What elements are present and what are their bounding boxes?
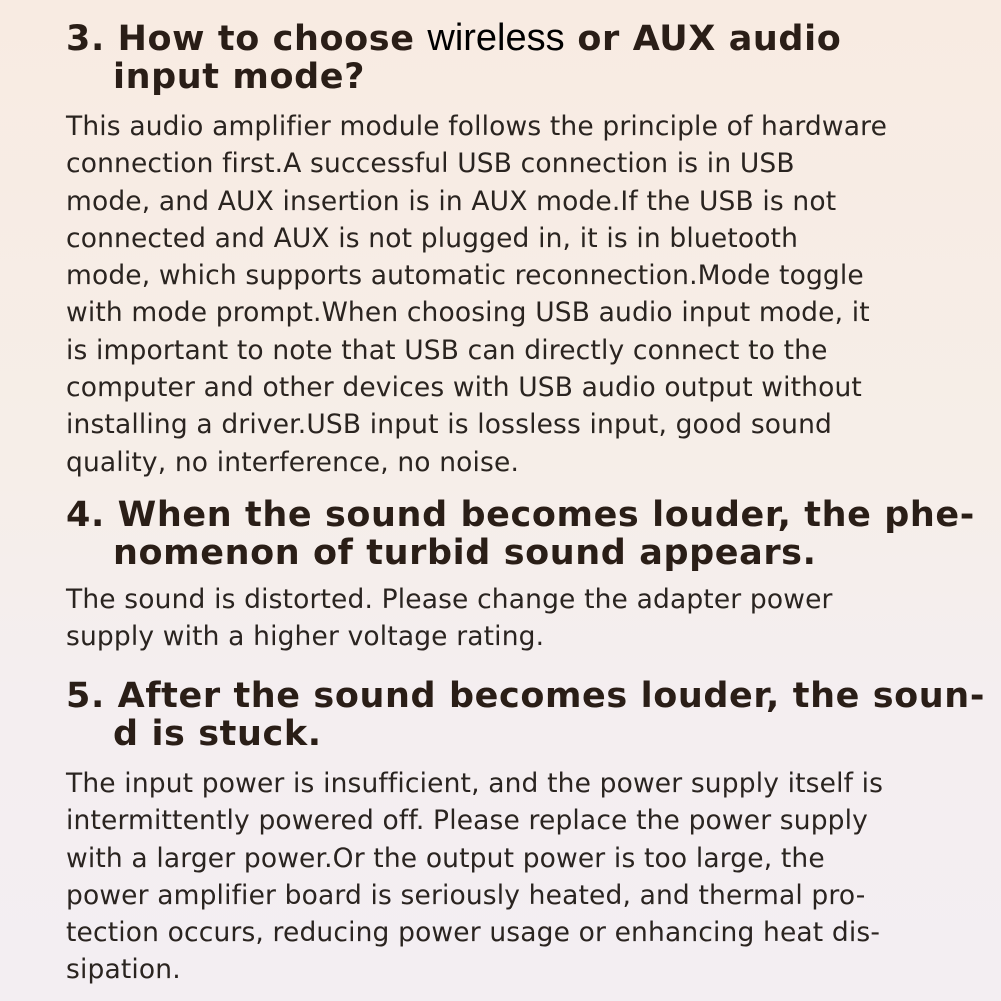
- section-5-line: intermittently powered off. Please replace the power supply: [66, 805, 868, 837]
- section-4-heading: [66, 496, 975, 572]
- section-3-heading-line2: input mode?: [113, 57, 366, 97]
- section-3-line: connection first.A successful USB connection is in USB: [66, 148, 795, 180]
- section-3-line: is important to note that USB can directly connect to the: [66, 334, 828, 366]
- section-3-heading-word: wireless: [427, 17, 565, 59]
- section-3-line: mode, and AUX insertion is in AUX mode.If the USB is not: [66, 185, 837, 217]
- section-3-heading-before: 3. How to choose: [66, 19, 428, 59]
- section-4-line: supply with a higher voltage rating.: [66, 621, 545, 653]
- section-5-heading: [66, 677, 985, 753]
- section-4-body: [66, 581, 833, 656]
- section-3-line: with mode prompt.When choosing USB audio input mode, it: [66, 297, 870, 329]
- section-5-line: sipation.: [66, 954, 181, 986]
- section-4-heading-line1: 4. When the sound becomes louder, the phe-: [66, 495, 975, 535]
- section-3-line: mode, which supports automatic reconnection.Mode toggle: [66, 260, 864, 292]
- section-3-heading: [66, 19, 841, 96]
- section-5-line: power amplifier board is seriously heated, and thermal pro-: [66, 879, 866, 911]
- section-3-line: connected and AUX is not plugged in, it is in bluetooth: [66, 222, 799, 254]
- section-5-body: [66, 765, 883, 989]
- section-5-line: with a larger power.Or the output power is too large, the: [66, 842, 825, 874]
- section-3-line: computer and other devices with USB audio output without: [66, 372, 862, 404]
- section-3-line: This audio amplifier module follows the principle of hardware: [66, 111, 888, 142]
- section-4-heading-line2: nomenon of turbid sound appears.: [113, 533, 817, 573]
- section-4-line: The sound is distorted. Please change the adapter power: [66, 584, 833, 615]
- section-3-line: installing a driver.USB input is lossless input, good sound: [66, 409, 833, 441]
- section-5-heading-line1: 5. After the sound becomes louder, the soun-: [66, 676, 985, 716]
- section-5-line: tection occurs, reducing power usage or enhancing heat dis-: [66, 917, 881, 949]
- section-5-heading-line2: d is stuck.: [113, 714, 322, 754]
- section-3-heading-after: or AUX audio: [564, 19, 842, 59]
- section-5-line: The input power is insufficient, and the power supply itself is: [66, 768, 884, 799]
- section-3-line: quality, no interference, no noise.: [66, 446, 520, 478]
- section-3-heading-line1: [66, 19, 841, 59]
- section-3-body: [66, 108, 887, 481]
